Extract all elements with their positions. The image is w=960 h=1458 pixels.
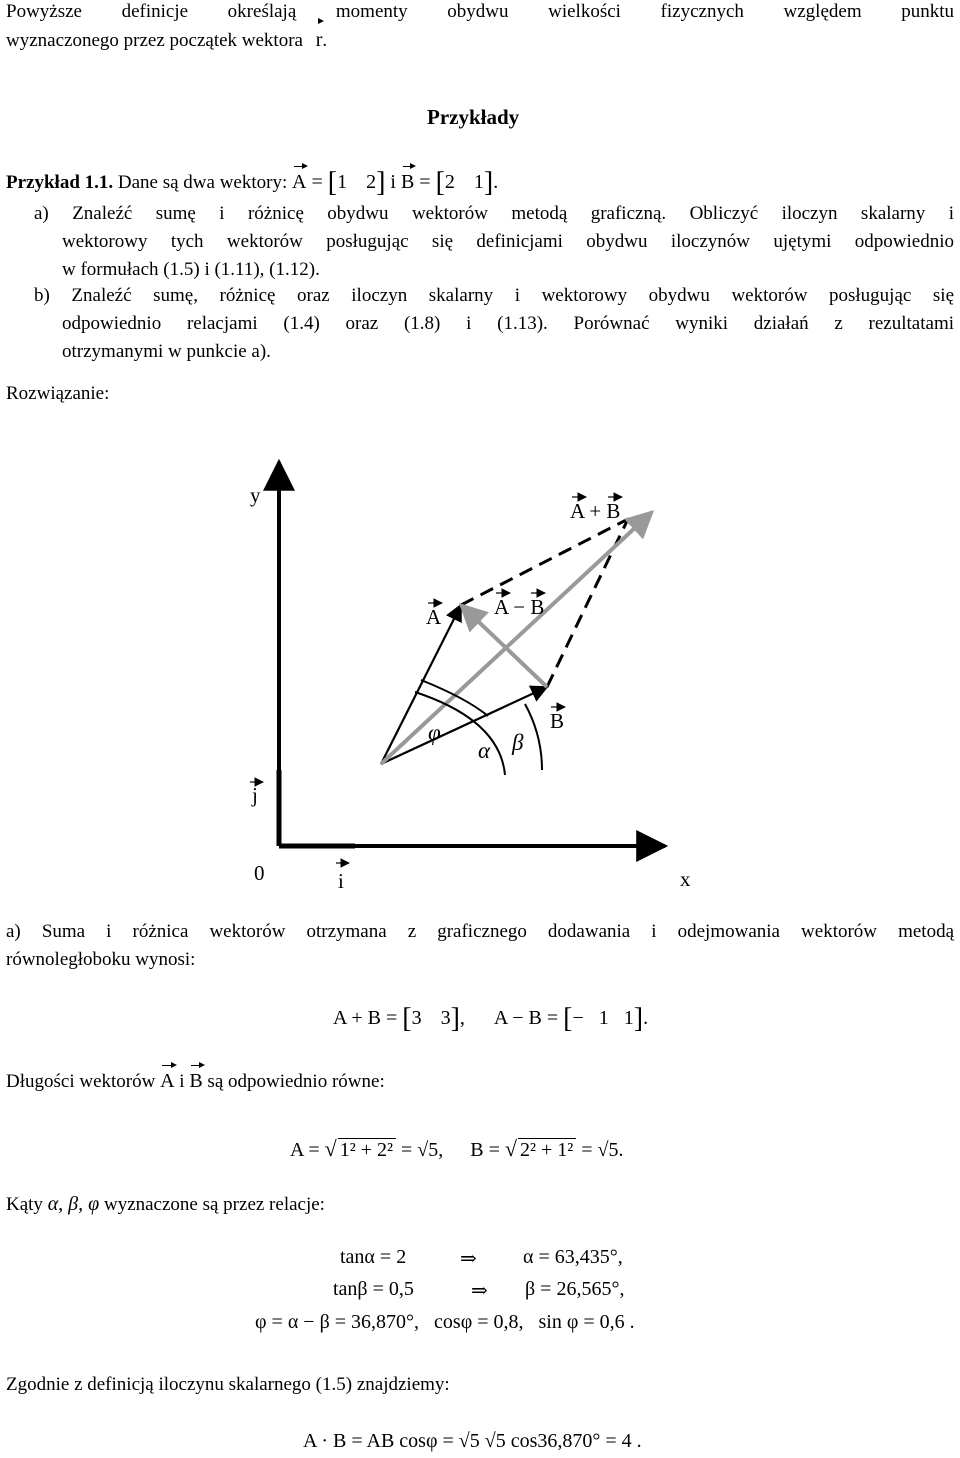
lengths-vector-A: A <box>160 1070 175 1092</box>
implies-1: ⇒ <box>460 1248 477 1270</box>
vector-A-value: 1 2 <box>337 171 377 193</box>
alpha-label: α <box>478 738 491 763</box>
y-axis-label: y <box>250 483 261 507</box>
length-A-eq: A = <box>290 1139 320 1161</box>
example-text: Dane są dwa wektory: <box>117 172 288 193</box>
vector-B-value: 2 1 <box>444 171 484 193</box>
solution-label: Rozwiązanie: <box>6 383 110 404</box>
intro-line-2: wyznaczonego przez początek wektora <box>6 30 303 51</box>
task-a-line-1: a) Znaleźć sumę i różnicę obydwu wektorów metodą graficzną. Obliczyć iloczyn skalarny i <box>34 203 954 224</box>
example-line: Przykład 1.1. Dane są dwa wektory: A = [1 2] i B = [2 1]. <box>6 167 499 198</box>
phi-relation: φ = α − β = 36,870°, cosφ = 0,8, sin φ = 0,6 . <box>255 1311 635 1333</box>
angles-line <box>6 1193 325 1216</box>
sum-lhs: A + B = <box>333 1007 398 1029</box>
task-a-line-2: wektorowy tych wektorów posługując się definicjami obydwu iloczynów ujętymi odpowiednio <box>62 231 954 252</box>
diff-lhs: A − B = <box>493 1007 559 1029</box>
sum-vector-arrow <box>381 512 652 764</box>
length-A-radicand: 1² + 2² <box>338 1138 396 1162</box>
phi-label: φ <box>428 720 441 745</box>
angles-text-before: Kąty <box>6 1194 43 1215</box>
task-b-line-1: b) Znaleźć sumę, różnicę oraz iloczyn skalarny i wektorowy obydwu wektorów posługując się <box>34 285 954 306</box>
vector-A: A <box>292 171 307 193</box>
lengths-text-before: Długości wektorów <box>6 1071 156 1092</box>
sum-value: 3 3 <box>411 1007 451 1029</box>
example-conj: i <box>390 171 396 193</box>
intro-paragraph <box>6 0 954 55</box>
difference-label: A − B <box>494 595 545 619</box>
A-label: A <box>426 605 442 629</box>
task-a-line-3: w formułach (1.5) i (1.11), (1.12). <box>62 259 320 280</box>
lengths-conj: i <box>179 1071 185 1092</box>
vector-r: r <box>316 26 323 54</box>
task-b-line-3: otrzymanymi w punkcie a). <box>62 341 271 362</box>
dashed-side-1 <box>461 519 628 605</box>
task-b <box>34 282 954 366</box>
result-a-line-2: równoległoboku wynosi: <box>6 949 196 970</box>
task-b-line-2: odpowiednio relacjami (1.4) oraz (1.8) i (1.13). Porównać wyniki działań z rezultatami <box>62 313 954 334</box>
diff-value: − 1 1 <box>572 1007 634 1029</box>
example-label: Przykład 1.1. <box>6 172 114 193</box>
B-label: B <box>550 709 565 733</box>
scalar-text: Zgodnie z definicją iloczynu skalarnego (1.5) znajdziemy: <box>6 1374 450 1395</box>
beta-arc <box>525 704 542 770</box>
vector-B: B <box>400 171 415 193</box>
sum-label: A + B <box>570 499 621 523</box>
result-a-line-1: a) Suma i różnica wektorów otrzymana z graficznego dodawania i odejmowania wektorów metodą <box>6 921 954 942</box>
result-a <box>6 918 954 974</box>
scalar-formula: A · B = AB cosφ = √5 √5 cos36,870° = 4 . <box>303 1430 642 1452</box>
j-label: j <box>252 783 258 807</box>
lengths-vector-B: B <box>189 1070 203 1092</box>
length-B-eq: B = <box>470 1139 500 1161</box>
angles-symbols: α, β, φ <box>47 1193 100 1215</box>
beta-label: β <box>512 730 524 755</box>
vector-A-arrow <box>381 605 461 764</box>
i-label: i <box>338 869 344 893</box>
tan-alpha-left: tanα = 2 <box>340 1246 407 1268</box>
origin-label: 0 <box>254 861 265 885</box>
alpha-value: α = 63,435°, <box>523 1246 623 1268</box>
section-title: Przykłady <box>427 105 520 129</box>
lengths-text-after: są odpowiednio równe: <box>207 1071 385 1092</box>
length-B-radicand: 2² + 1² <box>518 1138 576 1162</box>
lengths-line <box>6 1070 385 1093</box>
length-B-result: = √5. <box>581 1139 624 1161</box>
intro-line-1: Powyższe definicje określają momenty obydwu wielkości fizycznych względem punktu <box>6 1 954 22</box>
intro-dot: . <box>322 30 328 51</box>
x-axis-label: x <box>680 867 691 891</box>
implies-2: ⇒ <box>471 1280 488 1302</box>
beta-value: β = 26,565°, <box>525 1278 625 1300</box>
sum-diff-equation: A + B = [3 3], A − B = [− 1 1]. <box>333 1003 649 1034</box>
task-a <box>34 200 954 284</box>
angles-text-after: wyznaczone są przez relacje: <box>103 1194 325 1215</box>
vector-diagram <box>0 450 960 910</box>
length-A-result: = √5, <box>400 1139 444 1161</box>
lengths-equation: A = √ 1² + 2² = √5, B = √ 2² + 1² = √5. <box>290 1136 624 1161</box>
tan-beta-left: tanβ = 0,5 <box>333 1278 414 1300</box>
